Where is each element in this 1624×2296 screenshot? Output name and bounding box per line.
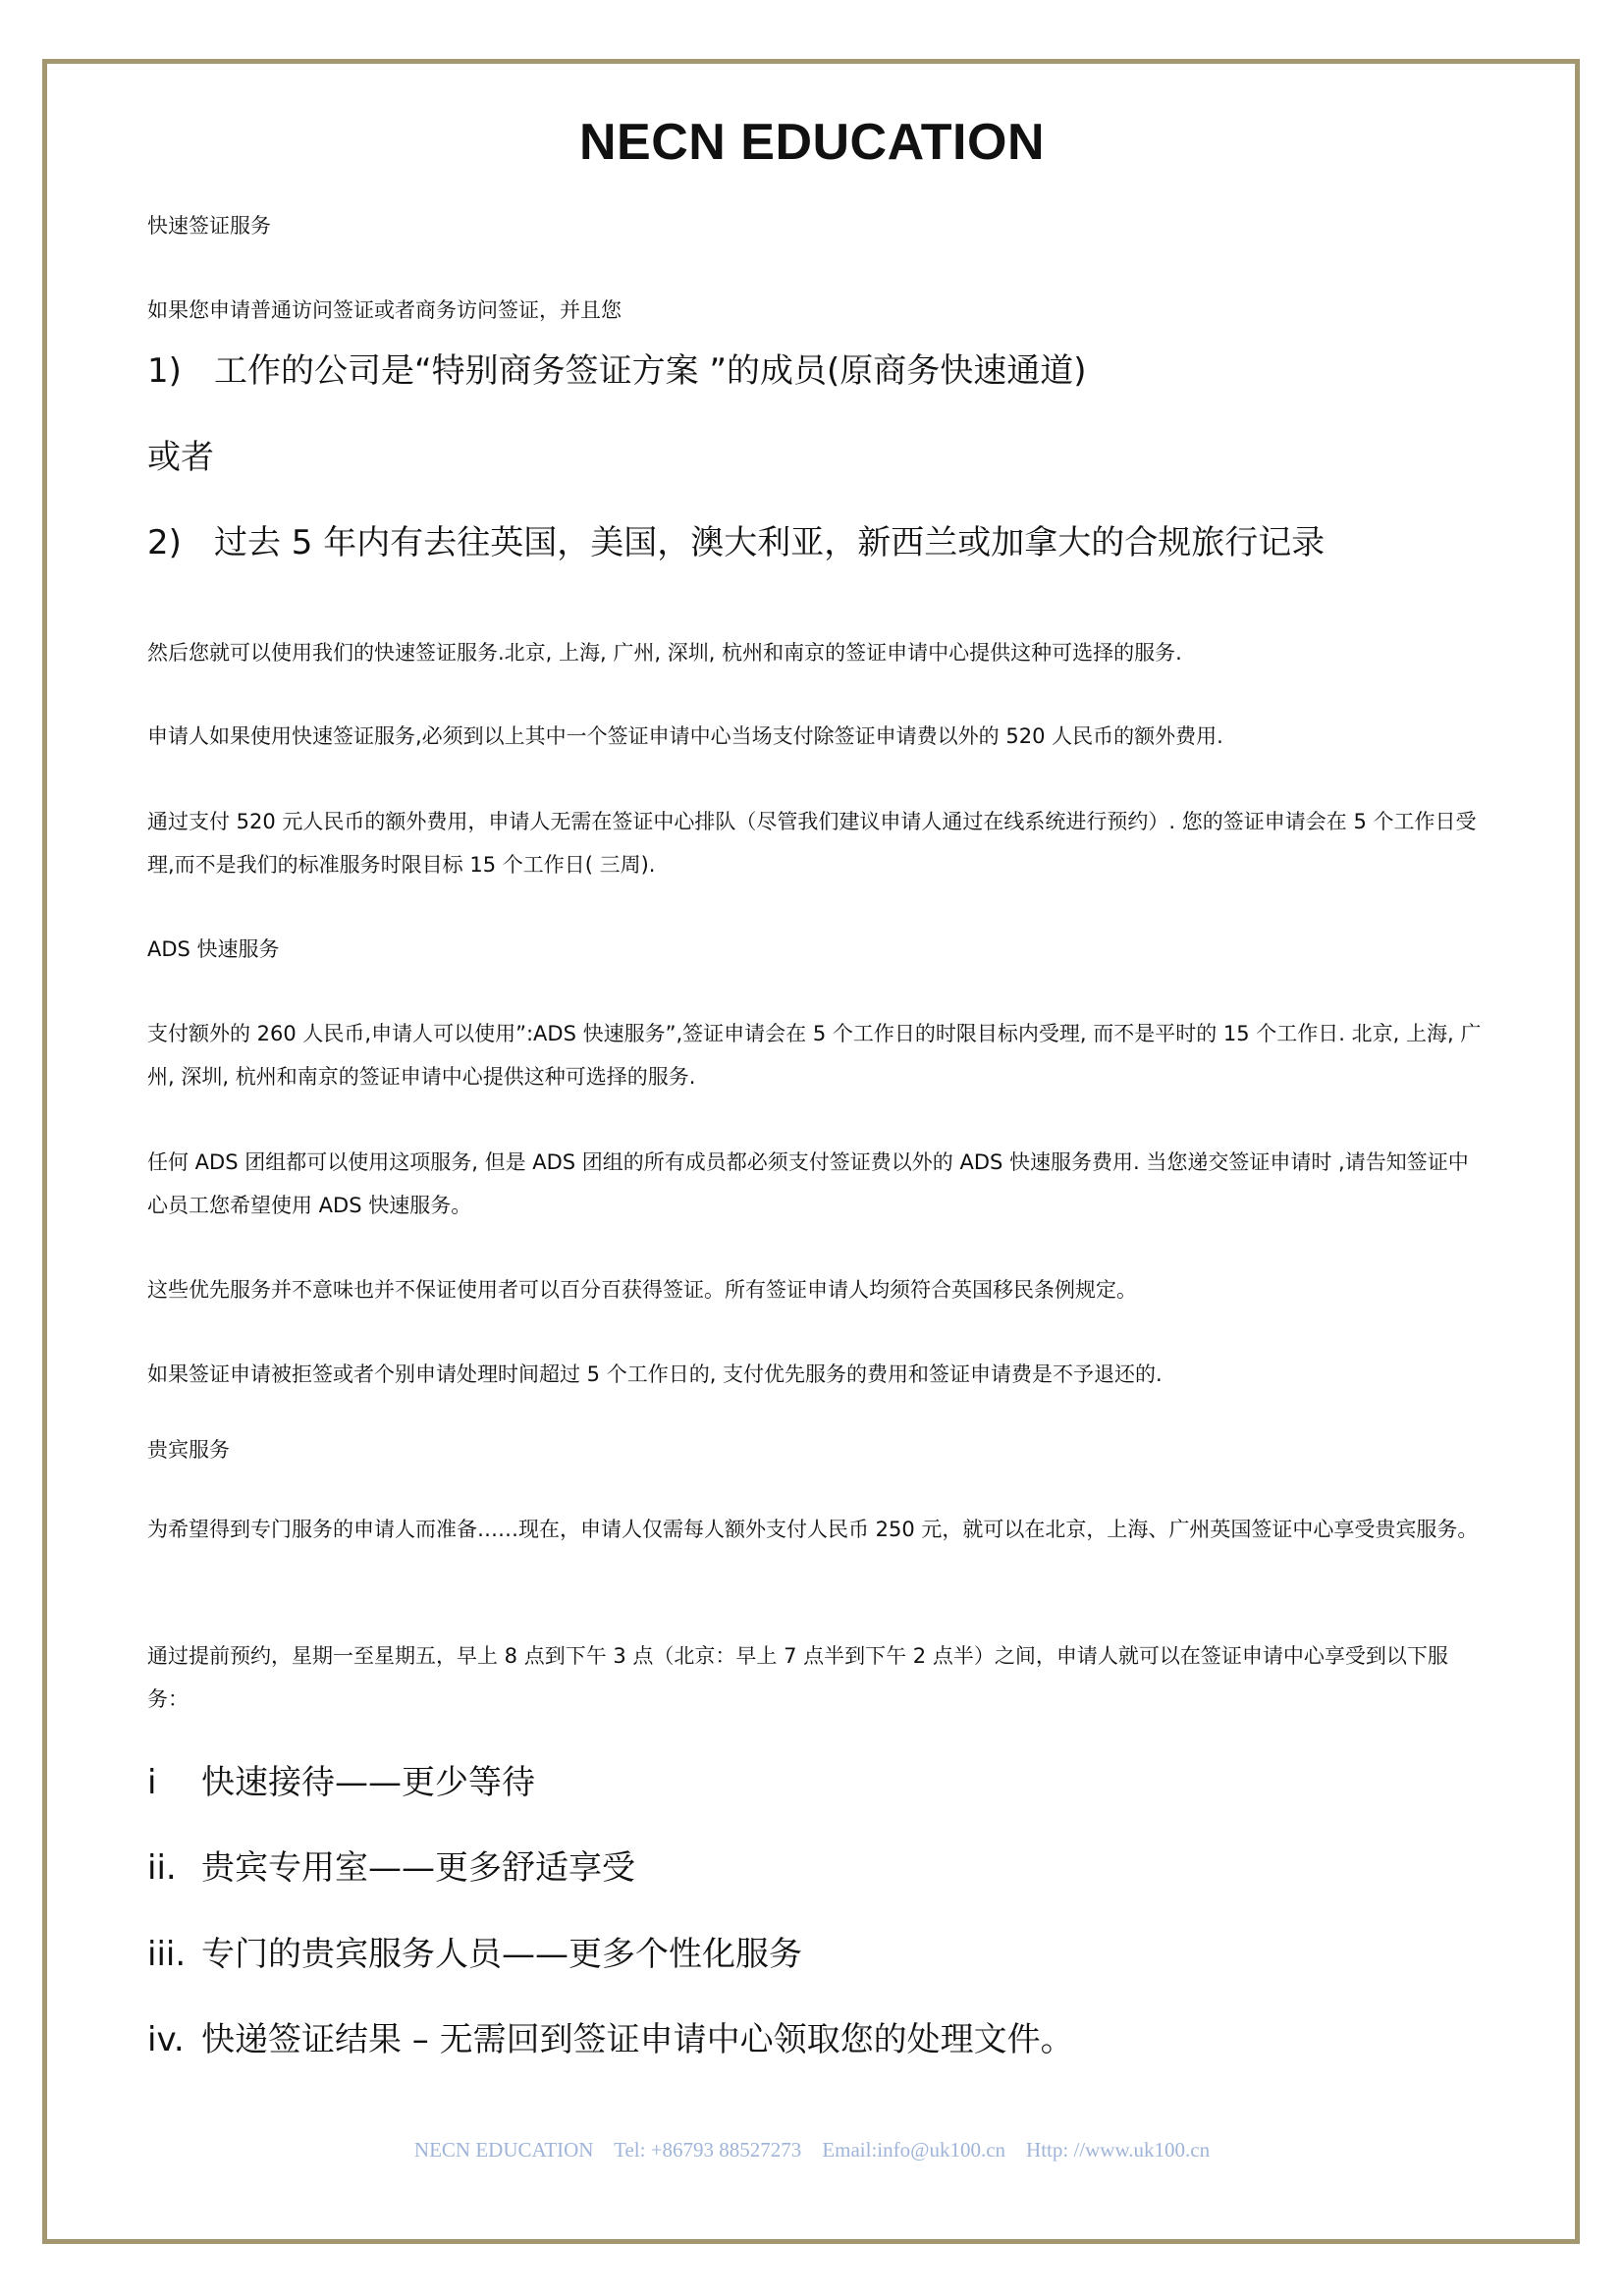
footer-tel: Tel: +86793 88527273: [614, 2138, 802, 2162]
service-item: [147, 1932, 802, 1977]
paragraph-3: 通过支付 520 元人民币的额外费用，申请人无需在签证中心排队（尽管我们建议申请人通过在线系统进行预约）. 您的签证申请会在 5 个工作日受理,而不是我们的标准服务时限目标 15 个工作日( 三周).: [147, 810, 1477, 877]
condition-1: [147, 348, 1087, 394]
paragraph-1: 然后您就可以使用我们的快速签证服务.北京, 上海, 广州, 深圳, 杭州和南京的签证申请中心提供这种可选择的服务.: [147, 641, 1182, 665]
paragraph-6: 这些优先服务并不意味也并不保证使用者可以百分百获得签证。所有签证申请人均须符合英国移民条例规定。: [147, 1278, 1137, 1302]
condition-1-text: 工作的公司是“特别商务签证方案 ”的成员(原商务快速通道): [214, 351, 1087, 391]
condition-2-text: 过去 5 年内有去往英国，美国，澳大利亚，新西兰或加拿大的合规旅行记录: [214, 523, 1326, 562]
footer-web: Http: //www.uk100.cn: [1026, 2138, 1211, 2162]
page-title: NECN EDUCATION: [578, 114, 1046, 171]
condition-1-number: 1): [147, 351, 182, 391]
service-item-number: iii.: [147, 1935, 187, 1974]
service-item-text: 贵宾专用室——更多舒适享受: [201, 1848, 635, 1888]
paragraph-9: 通过提前预约，星期一至星期五，早上 8 点到下午 3 点（北京：早上 7 点半到下午 2 点半）之间，申请人就可以在签证申请中心享受到以下服务：: [147, 1644, 1448, 1711]
service-item-number: iv.: [147, 2020, 185, 2059]
or-text: 或者: [147, 438, 214, 477]
service-item-text: 快速接待——更少等待: [201, 1763, 535, 1802]
paragraph-2: 申请人如果使用快速签证服务,必须到以上其中一个签证申请中心当场支付除签证申请费以外的 520 人民币的额外费用.: [147, 724, 1223, 748]
page-footer: [0, 2138, 1624, 2163]
footer-company: NECN EDUCATION: [413, 2138, 594, 2162]
service-item-number: i: [147, 1763, 157, 1802]
footer-email: Email:info@uk100.cn: [822, 2138, 1006, 2162]
paragraph-4: 支付额外的 260 人民币,申请人可以使用”:ADS 快速服务”,签证申请会在 5 个工作日的时限目标内受理, 而不是平时的 15 个工作日. 北京, 上海, 广州, 深圳, 杭州和南京的签证申请中心提供这种可选择的服务.: [147, 1022, 1482, 1089]
paragraph-8: 为希望得到专门服务的申请人而准备……现在，申请人仅需每人额外支付人民币 250 元，就可以在北京，上海、广州英国签证中心享受贵宾服务。: [147, 1518, 1479, 1541]
service-item-text: 专门的贵宾服务人员——更多个性化服务: [201, 1935, 802, 1974]
paragraph-5: 任何 ADS 团组都可以使用这项服务, 但是 ADS 团组的所有成员都必须支付签证费以外的 ADS 快速服务费用. 当您递交签证申请时 ,请告知签证中心员工您希望使用 ADS 快速服务。: [147, 1150, 1469, 1217]
service-item-number: ii.: [147, 1848, 177, 1888]
paragraph-7: 如果签证申请被拒签或者个别申请处理时间超过 5 个工作日的, 支付优先服务的费用和签证申请费是不予退还的.: [147, 1362, 1163, 1386]
section-heading-fast-visa: 快速签证服务: [147, 214, 271, 238]
condition-2-number: 2): [147, 523, 182, 562]
section-heading-vip: 贵宾服务: [147, 1438, 230, 1462]
service-item-text: 快递签证结果 – 无需回到签证申请中心领取您的处理文件。: [201, 2020, 1074, 2059]
section-heading-ads: ADS 快速服务: [147, 937, 280, 961]
intro-paragraph: 如果您申请普通访问签证或者商务访问签证，并且您: [147, 298, 622, 322]
service-item: [147, 1845, 635, 1891]
service-item: [147, 2017, 1074, 2062]
service-item: [147, 1760, 535, 1805]
condition-2: [147, 520, 1325, 565]
